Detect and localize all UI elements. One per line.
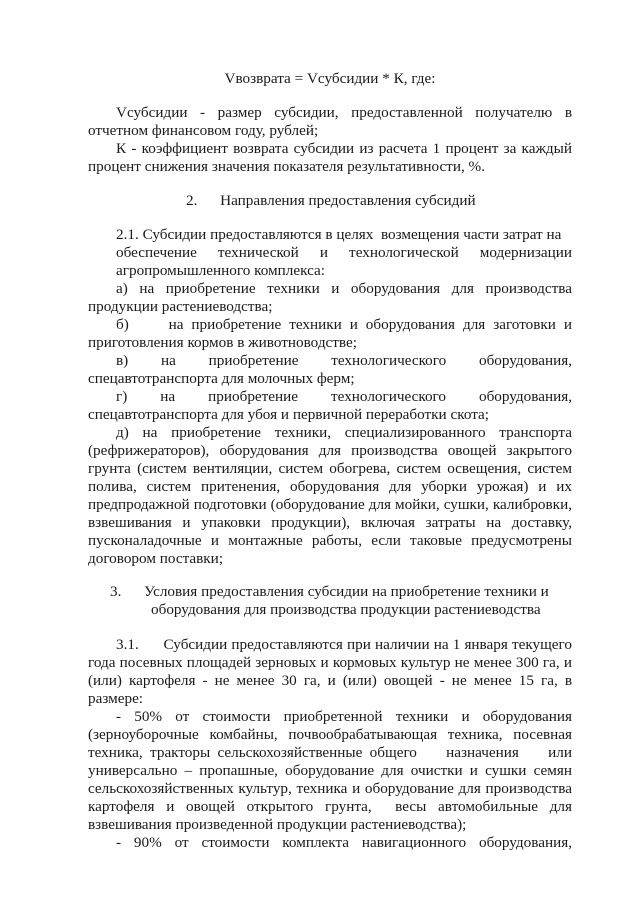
section-heading: оборудования для производства продукции растениеводства [151, 601, 541, 618]
text-line: взвешивания и упаковки продукции), включая затраты на доставку, [88, 514, 572, 531]
text-line: техника, тракторы сельскохозяйственные общего назначения или [88, 744, 572, 761]
text-line: Vсубсидии - размер субсидии, предоставленной получателю в [116, 104, 572, 121]
text-line: - 50% от стоимости приобретенной техники и оборудования [116, 708, 572, 725]
text-line: размере: [88, 690, 144, 707]
text-line: полива, систем притенения, оборудования для уборки урожая) и их [88, 478, 572, 495]
text-line: сельскохозяйственных культур, техника и оборудование для производства [88, 780, 572, 797]
text-line: 2.1. Субсидии предоставляются в целях возмещения части затрат на [116, 226, 562, 243]
text-line: г) на приобретение технологического оборудования, [116, 388, 572, 405]
text-line: грунта (систем вентиляции, систем обогрева, систем освещения, систем [88, 460, 572, 477]
text-line: (зерноуборочные комбайны, почвообрабатывающая техника, посевная [88, 726, 572, 743]
text-line: 3.1. Субсидии предоставляются при наличии на 1 января текущего [116, 636, 572, 653]
text-line: К - коэффициент возврата субсидии из расчета 1 процент за каждый [116, 140, 572, 157]
section-heading: 3. Условия предоставления субсидии на приобретение техники и [110, 583, 549, 600]
text-line: года посевных площадей зерновых и кормовых культур не менее 300 га, и [88, 654, 572, 671]
text-line: предпродажной подготовки (оборудование для мойки, сушки, калибровки, [88, 496, 572, 513]
text-line: взвешивания произведенной продукции растениеводства); [88, 816, 467, 833]
text-line: агропромышленного комплекса: [116, 262, 325, 279]
text-line: приготовления кормов в животноводстве; [88, 334, 357, 351]
text-line: отчетном финансовом году, рублей; [88, 122, 319, 139]
text-line: спецавтотранспорта для молочных ферм; [88, 370, 355, 387]
text-line: д) на приобретение техники, специализированного транспорта [116, 424, 572, 441]
text-line: - 90% от стоимости комплекта навигационного оборудования, [116, 834, 572, 851]
text-line: в) на приобретение технологического оборудования, [116, 352, 572, 369]
text-line: универсально – пропашные, оборудование для очистки и сушки семян [88, 762, 572, 779]
text-line: (или) картофеля - не менее 30 га, и (или) овощей - не менее 15 га, в [88, 672, 572, 689]
text-line: а) на приобретение техники и оборудования для производства [116, 280, 572, 297]
text-line: картофеля и овощей открытого грунта, весы автомобильные для [88, 798, 572, 815]
section-heading: 2. Направления предоставления субсидий [186, 192, 476, 209]
text-line: спецавтотранспорта для убоя и первичной переработки скота; [88, 406, 489, 423]
text-line: договором поставки; [88, 550, 224, 567]
text-line: (рефрижераторов), оборудования для производства овощей закрытого [88, 442, 572, 459]
text-line: обеспечение технической и технологической модернизации [116, 244, 572, 261]
formula-line: Vвозврата = Vсубсидии * К, где: [224, 70, 436, 87]
text-line: б) на приобретение техники и оборудования для заготовки и [116, 316, 572, 333]
text-line: продукции растениеводства; [88, 298, 273, 315]
text-line: пусконаладочные и монтажные работы, если таковые предусмотрены [88, 532, 572, 549]
text-line: процент снижения значения показателя результативности, %. [88, 158, 485, 175]
